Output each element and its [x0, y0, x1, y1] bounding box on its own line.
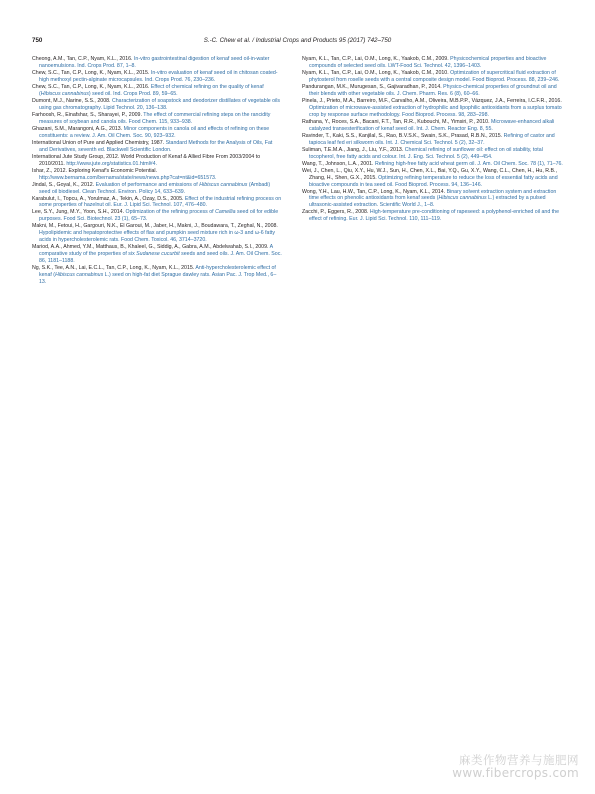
reference-entry: [302, 56, 566, 70]
reference-authors: Zacchi, P., Eggers, R., 2008.: [302, 209, 370, 216]
page-number: 750: [32, 37, 43, 44]
watermark-site-name: 麻类作物营养与施肥网: [459, 753, 579, 767]
reference-authors: Ng, S.K., Tee, A.N., Lai, E.C.L., Tan, C.P., Long, K., Nyam, K.L., 2015.: [32, 265, 196, 272]
reference-title-link[interactable]: Hypolipidemic and hepatoprotective effects of flax and pumpkin seed mixture rich in ω-3 and ω-6 fatty acids in hypercholesterolemic rats. Food Chem. Toxicol. 46, 3714–3720.: [39, 230, 276, 244]
reference-title-link[interactable]: Effect of the industrial refining process on some properties of hazelnut oil. Eur. J. Lipid Sci. Technol. 107, 476–480.: [39, 195, 282, 209]
reference-authors: Farhoosh, R., Einafshar, S., Sharayei, P., 2009.: [32, 111, 144, 118]
reference-title-link[interactable]: seeds and seed oils. J. Am. Oil Chem. Soc. 86, 1181–1188.: [39, 251, 282, 265]
reference-entry: [32, 168, 282, 182]
reference-entry: [302, 70, 566, 84]
watermark-url: www.fibercrops.com: [452, 766, 579, 780]
reference-authors: Wei, J., Chen, L., Qiu, X.Y., Hu, W.J., Sun, H., Chen, X.L., Bai, Y.Q., Gu, X.Y., Wang, C.L., Chen, H., Hu, R.B., Zhang, H., Shen, G.X., 2015.: [302, 167, 557, 181]
reference-italic-name[interactable]: Camellia: [215, 209, 236, 216]
reference-entry: [32, 56, 282, 70]
reference-authors: International Jute Study Group, 2012. World Production of Kenaf & Allied Fibre From 2003/2004 to 2010/2011.: [32, 153, 261, 167]
reference-title-link[interactable]: High-temperature pre-conditioning of rapeseed: a polyphenol-enriched oil and the effect of refining. Eur. J. Lipid Sci. Technol. 110, 111–119.: [309, 209, 560, 223]
reference-entry: [32, 223, 282, 244]
reference-title-link[interactable]: http://www.bernama.com/bernama/state/news/news.php?cat=nt&id=651573.: [39, 174, 217, 181]
page-header: [32, 35, 563, 47]
reference-italic-name[interactable]: Hibiscus cannabinus: [40, 90, 89, 97]
reference-title-link[interactable]: Refining high-free fatty acid wheat germ oil. J. Am. Oil Chem. Soc. 78 (1), 71–76.: [374, 160, 563, 167]
reference-entry: [302, 147, 566, 161]
reference-entry: [302, 161, 566, 168]
reference-title-link[interactable]: Standard Methods for the Analysis of Oils, Fat and Derivatives, seventh ed. Blackwell Scientific London.: [39, 139, 273, 153]
reference-title-link[interactable]: Binary solvent extraction system and extraction time effects on phenolic antioxidants from kenaf seeds (: [309, 188, 557, 202]
reference-entry: [302, 119, 566, 133]
reference-title-link[interactable]: In-vitro gastrointestinal digestion of kenaf seed oil-in-water nanoemulsions. Ind. Crops Prod. 87, 1–8.: [39, 56, 270, 69]
reference-title-link[interactable]: seed oil for edible purposes. Food Sci. Biotechnol. 23 (1), 65–73.: [39, 209, 279, 223]
reference-entry: [32, 126, 282, 140]
reference-title-link[interactable]: ) seed oil. Ind. Crops Prod. 89, 59–65.: [88, 90, 178, 97]
reference-authors: Pinela, J., Prieto, M.A., Barreiro, M.F., Carvalho, A.M., Oliveira, M.B.P.P., Vázquez, J.A., Ferreira, I.C.F.R., 2016.: [302, 97, 562, 104]
reference-title-link[interactable]: Microwave-enhanced alkali catalyzed transesterification of kenaf seed oil. Int. J. Chem. Reactor Eng. 8, 55.: [309, 118, 555, 132]
reference-authors: Mariod, A.A., Ahmed, Y.M., Matthaus, B., Khaleel, G., Siddig, A., Gabra, A.M., Abdelwahab, S.I., 2009.: [32, 244, 270, 251]
reference-title-link[interactable]: Minor components in canola oil and effects of refining on these constituents: a review. J. Am. Oil Chem. Soc. 90, 923–932.: [39, 125, 270, 139]
reference-entry: [302, 98, 566, 119]
references-right-column: [302, 56, 566, 223]
reference-entry: [32, 265, 282, 286]
reference-authors: Ghazani, S.M., Marangoni, A.G., 2013.: [32, 125, 124, 132]
reference-title-link[interactable]: In-vitro evaluation of kenaf seed oil in chitosan coated-high methoxyl pectin-alginate microcapsules. Ind. Crops Prod. 76, 230–236.: [39, 69, 278, 83]
reference-entry: [302, 168, 566, 189]
reference-entry: [32, 140, 282, 154]
reference-title-link[interactable]: A comparative study of the properties of six: [39, 244, 273, 258]
reference-authors: Jindal, S., Goyal, K., 2012.: [32, 181, 96, 188]
reference-authors: Suliman, T.E.M.A., Jiang, J., Liu, Y.F., 2013.: [302, 146, 405, 153]
reference-title-link[interactable]: Anti-hypercholesterolemic effect of kenaf (: [39, 265, 276, 279]
reference-entry: [32, 196, 282, 210]
reference-authors: Chew, S.C., Tan, C.P., Long, K., Nyam, K.L., 2016.: [32, 83, 151, 90]
reference-authors: Rathana, Y., Roces, S.A., Bacani, F.T., Tan, R.R., Kubouchi, M., Yimsiri, P., 2010.: [302, 118, 491, 125]
reference-authors: Wang, T., Johnson, L.A., 2001.: [302, 160, 375, 167]
reference-entry: [32, 112, 282, 126]
reference-title-link[interactable]: Refining of castor and tapioca leaf fed eri silkworm oils. Int. J. Chemical Sci. Technol. 5 (2), 32–37.: [309, 132, 555, 146]
reference-title-link[interactable]: L.) extracted by a pulsed ultrasonic-assisted extraction. Scientific World J., 1–8.: [309, 195, 546, 209]
reference-title-link[interactable]: Effect of chemical refining on the quality of kenaf (: [39, 83, 264, 97]
reference-italic-name[interactable]: Hibiscus cannabinus: [199, 181, 248, 188]
reference-entry: [32, 244, 282, 265]
reference-title-link[interactable]: (Ambadi) seed oil biodiesel. Clean Technol. Environ. Policy 14, 633–639.: [39, 181, 271, 195]
reference-title-link[interactable]: http://www.jute.org/statistics.01.html#4.: [66, 160, 158, 167]
reference-authors: Wong, Y.H., Lau, H.W., Tan, C.P., Long, K., Nyam, K.L., 2014.: [302, 188, 447, 195]
reference-entry: [32, 154, 282, 168]
reference-italic-name[interactable]: Hibiscus cannabinus: [55, 272, 104, 279]
reference-entry: [32, 98, 282, 112]
reference-authors: Cheong, A.M., Tan, C.P., Nyam, K.L., 2016.: [32, 56, 134, 62]
reference-authors: Pandurangan, M.K., Murugesan, S., Gajivaradhan, P., 2014.: [302, 83, 444, 90]
reference-title-link[interactable]: Characterization of soapstock and deodorizer distillates of vegetable oils using gas chromatography. Lipid Technol. 20, 136–138.: [39, 97, 281, 111]
watermark: [452, 754, 579, 780]
running-title: S.-C. Chew et al. / Industrial Crops and Products 95 (2017) 742–750: [203, 37, 392, 44]
reference-entry: [32, 70, 282, 84]
reference-entry: [302, 209, 566, 223]
reference-title-link[interactable]: Optimization of supercritical fluid extraction of phytosterol from roselle seeds with a central composite design model. Food Bioprod. Process. 88, 239–246.: [309, 69, 560, 83]
reference-authors: Nyam, K.L., Tan, C.P., Lai, O.M., Long, K., Yaakob, C.M., 2009.: [302, 56, 451, 62]
reference-authors: Karabulut, I., Topcu, A., Yorulmaz, A., Tekin, A., Ozay, D.S., 2005.: [32, 195, 185, 202]
reference-entry: [302, 189, 566, 210]
reference-authors: Ishar, Z., 2012. Exploring Kenaf's Economic Potential.: [32, 167, 158, 174]
reference-title-link[interactable]: Physico-chemical properties of groundnut oil and their blends with other vegetable oils. J. Chem. Pharm. Res. 6 (8), 60–66.: [309, 83, 557, 97]
reference-entry: [32, 182, 282, 196]
reference-entry: [32, 209, 282, 223]
reference-title-link[interactable]: Chemical refining of sunflower oil: effect on oil stability, total tocopherol, free fatty acids and colour. Int. J. Eng. Sci. Technol. 5 (2), 449–454.: [309, 146, 543, 160]
reference-title-link[interactable]: Optimization of the refining process of: [125, 209, 216, 216]
reference-authors: Dumont, M.J., Narine, S.S., 2008.: [32, 97, 112, 104]
reference-title-link[interactable]: L.) seed on high-fat diet Sprague dawley rats. Asian Pac. J. Trop Med., 6–13.: [39, 272, 277, 286]
reference-authors: Ravinder, T., Kaki, S.S., Kanjilal, S., Rao, B.V.S.K., Swain, S.K., Prasad, R.B.N., 2015.: [302, 132, 504, 139]
reference-italic-name[interactable]: Hibiscus cannabinus: [438, 195, 487, 202]
reference-entry: [302, 84, 566, 98]
reference-title-link[interactable]: Optimization of microwave-assisted extraction of hydrophilic and lipophilic antioxidants from a surplus tomato crop by response surface methodology. Food Bioprod. Process. 98, 283–298.: [309, 104, 562, 118]
reference-authors: Chew, S.C., Tan, C.P., Long, K., Nyam, K.L., 2015.: [32, 69, 151, 76]
reference-entry: [32, 84, 282, 98]
reference-title-link[interactable]: The effect of commercial refining steps on the rancidity measures of soybean and canola oils. Food Chem. 115, 933–938.: [39, 111, 271, 125]
reference-authors: Makni, M., Fetoui, H., Gargouri, N.K., El Garoui, M., Jaber, H., Makni, J., Boudawara, T., Zeghal, N., 2008.: [32, 223, 278, 230]
reference-entry: [302, 133, 566, 147]
reference-italic-name[interactable]: Sudanese cucurbit: [136, 251, 180, 258]
reference-title-link[interactable]: Evaluation of performance and emissions of: [95, 181, 200, 188]
reference-authors: Lee, S.Y., Jung, M.Y., Yoon, S.H., 2014.: [32, 209, 126, 216]
reference-title-link[interactable]: Physicochemical properties and bioactive compounds of selected seed oils. LWT-Food Sci. Technol. 42, 1396–1403.: [309, 56, 547, 69]
references-left-column: [32, 56, 282, 286]
reference-title-link[interactable]: Optimizing refining temperature to reduce the loss of essential fatty acids and bioactive compounds in tea seed oil. Food Bioprod. Process. 94, 136–146.: [309, 174, 558, 188]
reference-authors: International Union of Pure and Applied Chemistry, 1987.: [32, 139, 166, 146]
reference-authors: Nyam, K.L., Tan, C.P., Lai, O.M., Long, K., Yaakob, C.M., 2010.: [302, 69, 451, 76]
